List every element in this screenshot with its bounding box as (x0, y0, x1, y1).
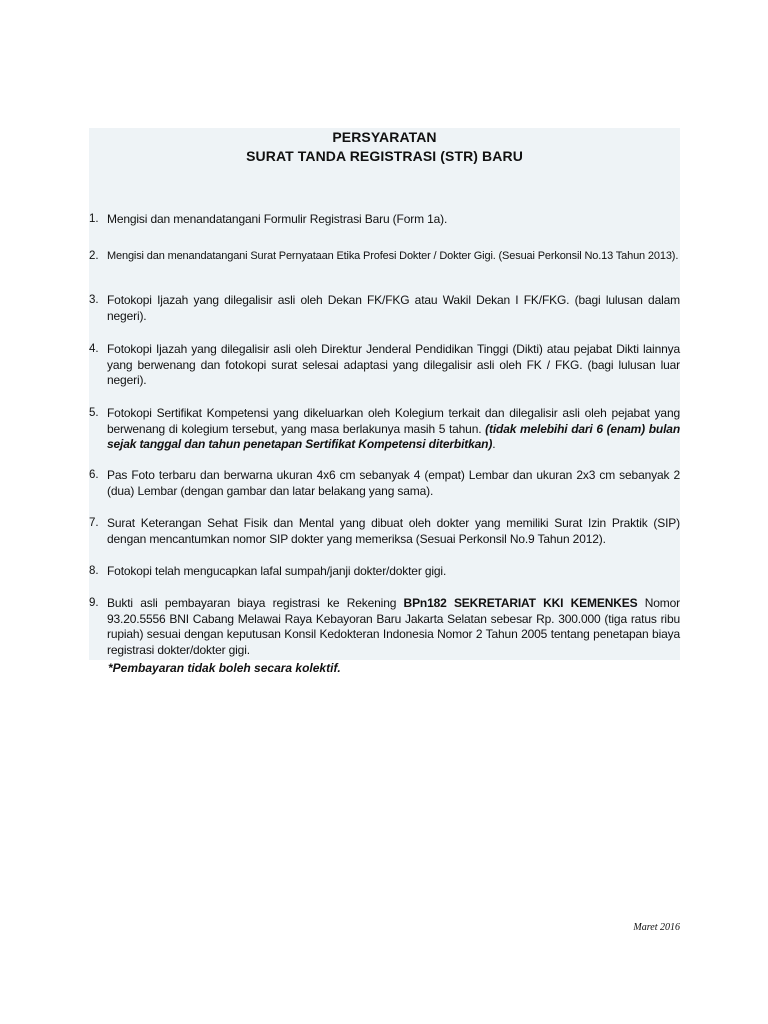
title-line-2: SURAT TANDA REGISTRASI (STR) BARU (246, 148, 523, 164)
item-5-tail: . (492, 437, 496, 451)
requirement-item-5 (89, 406, 680, 453)
requirement-item-8 (89, 564, 680, 580)
document-title (89, 128, 680, 166)
item-text: Fotokopi Ijazah yang dilegalisir asli oleh Direktur Jenderal Pendidikan Tinggi (Dikti) atau pejabat Dikti lainnya yang berwenang dan fotokopi surat selesai adaptasi yang dilegalisir asli oleh FK / FKG. (bagi lulusan luar negeri). (107, 342, 680, 387)
item-number: 9. (89, 597, 99, 609)
item-text: Surat Keterangan Sehat Fisik dan Mental yang dibuat oleh dokter yang memiliki Surat Izin Praktik (SIP) dengan mencantumkan nomor SIP dokter yang memeriksa (Sesuai Perkonsil No.9 Tahun 2012). (107, 516, 680, 546)
payment-note: *Pembayaran tidak boleh secara kolektif. (108, 661, 341, 675)
requirement-item-9 (89, 596, 680, 658)
item-9-text-after: Nomor 93.20.5556 BNI Cabang Melawai Raya Kebayoran Baru Jakarta Selatan sebesar Rp. 300.000 (tiga ratus ribu rupiah) sesuai dengan keputusan Konsil Kedokteran Indonesia Nomor 2 Tahun 2005 tentang penetapan biaya registrasi dokter/dokter gigi. (107, 596, 681, 657)
item-number: 1. (89, 213, 99, 225)
item-number: 5. (89, 407, 99, 419)
requirement-item-7 (89, 516, 680, 547)
requirement-item-3 (89, 293, 680, 324)
item-number: 8. (89, 565, 99, 577)
title-line-1: PERSYARATAN (332, 129, 437, 145)
item-text (107, 596, 680, 658)
item-text: Mengisi dan menandatangani Formulir Registrasi Baru (Form 1a). (107, 212, 448, 226)
item-number: 7. (89, 517, 99, 529)
highlight-panel (89, 128, 680, 660)
item-text: Fotokopi telah mengucapkan lafal sumpah/janji dokter/dokter gigi. (107, 564, 447, 578)
item-5-emphasis: (tidak melebihi dari 6 (enam) bulan sejak tanggal dan tahun penetapan Sertifikat Kompetensi diterbitkan) (107, 421, 681, 451)
item-9-text-before: Bukti asli pembayaran biaya registrasi ke Rekening (107, 596, 397, 610)
requirement-item-4 (89, 342, 680, 389)
requirement-item-2 (89, 249, 680, 264)
item-number: 6. (89, 469, 99, 481)
item-number: 2. (89, 250, 99, 262)
item-text: Mengisi dan menandatangani Surat Pernyataan Etika Profesi Dokter / Dokter Gigi. (Sesuai Perkonsil No.13 Tahun 2013). (107, 250, 679, 262)
requirement-item-1 (89, 212, 680, 228)
requirement-item-6 (89, 468, 680, 499)
item-5-main-text: Fotokopi Sertifikat Kompetensi yang dikeluarkan oleh Kolegium terkait dan dilegalisir asli oleh pejabat yang berwenang di kolegium tersebut, yang masa berlakunya masih 5 tahun. (107, 406, 680, 436)
item-number: 3. (89, 294, 99, 306)
item-text: Fotokopi Ijazah yang dilegalisir asli oleh Dekan FK/FKG atau Wakil Dekan I FK/FKG. (bagi lulusan dalam negeri). (107, 293, 680, 323)
item-number: 4. (89, 343, 99, 355)
bank-account-name: BPn182 SEKRETARIAT KKI KEMENKES (403, 596, 638, 610)
item-text (107, 406, 680, 453)
item-text: Pas Foto terbaru dan berwarna ukuran 4x6 cm sebanyak 4 (empat) Lembar dan ukuran 2x3 cm sebanyak 2 (dua) Lembar (dengan gambar dan latar belakang yang sama). (107, 468, 680, 498)
document-date: Maret 2016 (633, 922, 680, 933)
